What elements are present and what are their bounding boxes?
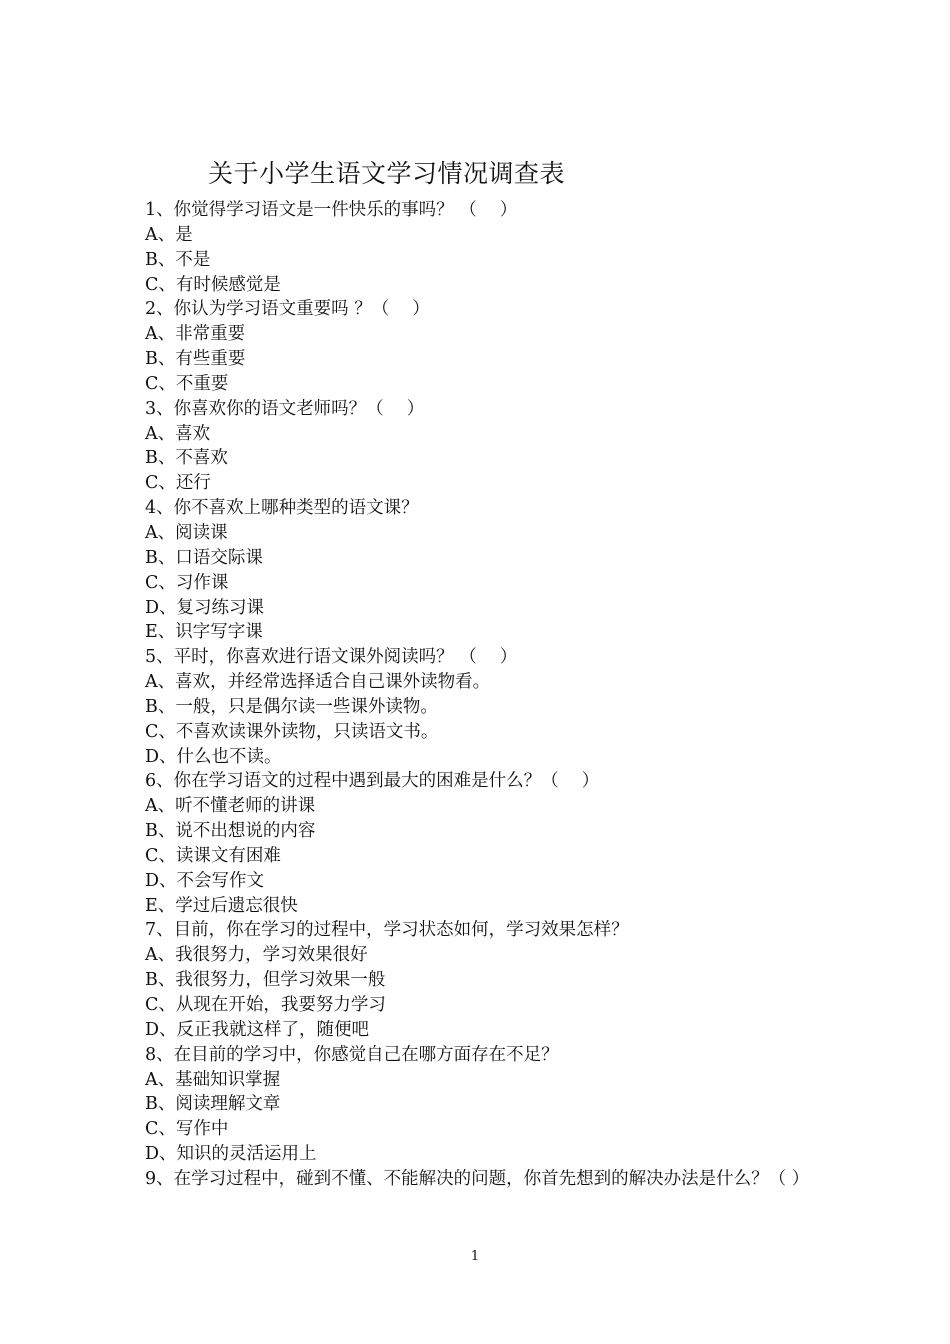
answer-option: B、不是 [145, 249, 211, 270]
answer-option: C、不重要 [145, 373, 229, 394]
answer-option: A、是 [145, 224, 193, 245]
question-text: 2、你认为学习语文重要吗 ？（ ） [145, 299, 430, 320]
answer-option: B、我很努力，但学习效果一般 [145, 970, 386, 991]
answer-option: B、不喜欢 [145, 448, 228, 469]
document-title: 关于小学生语文学习情况调查表 [208, 159, 566, 188]
answer-option: D、什么也不读。 [145, 746, 282, 767]
answer-option: D、不会写作文 [145, 870, 265, 891]
answer-option: A、我很努力，学习效果很好 [145, 945, 368, 966]
answer-option: B、口语交际课 [145, 547, 263, 568]
question-text: 8、在目前的学习中，你感觉自己在哪方面存在不足？ [145, 1044, 559, 1065]
answer-option: B、有些重要 [145, 349, 246, 370]
question-text: 4、你不喜欢上哪种类型的语文课？ [145, 498, 419, 519]
answer-option: A、喜欢，并经常选择适合自己课外读物看。 [145, 672, 491, 693]
answer-option: C、写作中 [145, 1119, 229, 1140]
answer-option: C、读课文有困难 [145, 845, 281, 866]
answer-option: C、从现在开始，我要努力学习 [145, 995, 386, 1015]
question-text: 1、你觉得学习语文是一件快乐的事吗？ （ ） [145, 200, 518, 220]
answer-option: C、还行 [145, 473, 211, 494]
answer-option: C、习作课 [145, 572, 229, 593]
answer-option: B、阅读理解文章 [145, 1094, 281, 1115]
answer-option: D、反正我就这样了，随便吧 [145, 1019, 370, 1040]
page-number: 1 [470, 1249, 480, 1264]
answer-option: D、知识的灵活运用上 [145, 1144, 317, 1165]
question-text: 7、目前，你在学习的过程中，学习状态如何，学习效果怎样？ [145, 920, 629, 941]
answer-option: C、有时候感觉是 [145, 274, 281, 295]
answer-option: B、一般，只是偶尔读一些课外读物。 [145, 696, 438, 717]
answer-option: B、说不出想说的内容 [145, 821, 316, 842]
answer-option: E、学过后遗忘很快 [145, 895, 298, 916]
survey-questions [145, 198, 810, 1192]
answer-option: A、非常重要 [145, 324, 246, 345]
answer-option: A、听不懂老师的讲课 [145, 796, 316, 817]
question-text: 3、你喜欢你的语文老师吗？（ ） [145, 398, 425, 419]
question-text: 9、在学习过程中，碰到不懂、不能解决的问题，你首先想到的解决办法是什么？（ ） [145, 1168, 810, 1189]
answer-option: E、识字写字课 [145, 622, 263, 643]
question-text: 6、你在学习语文的过程中遇到最大的困难是什么？（ ） [145, 771, 600, 792]
answer-option: A、基础知识掌握 [145, 1069, 281, 1090]
answer-option: D、复习练习课 [145, 597, 265, 618]
answer-option: C、不喜欢读课外读物，只读语文书。 [145, 721, 439, 742]
answer-option: A、喜欢 [145, 423, 211, 444]
answer-option: A、阅读课 [145, 522, 228, 543]
question-text: 5、平时，你喜欢进行语文课外阅读吗？ （ ） [145, 647, 518, 668]
